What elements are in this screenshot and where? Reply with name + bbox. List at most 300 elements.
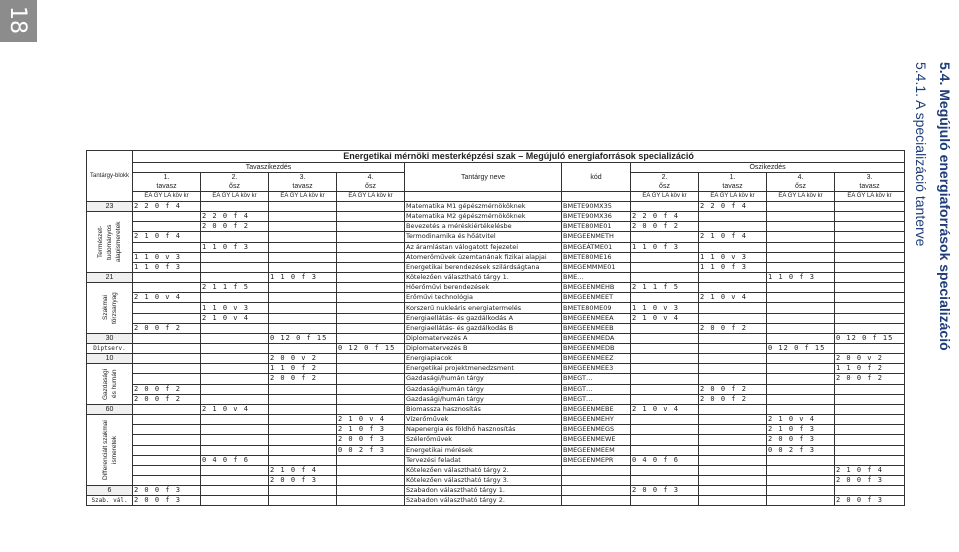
block-cell <box>87 334 133 354</box>
right-semester-4-cell <box>835 222 905 232</box>
left-semester-4-cell: 2 1 0 v 4 <box>337 415 405 425</box>
left-semester-3-cell <box>269 313 337 323</box>
subject-name-cell: Szélerőművek <box>405 435 562 445</box>
table-row <box>87 455 905 465</box>
subject-name-cell: Napenergia és földhő hasznosítás <box>405 425 562 435</box>
left-semester-4-cell <box>337 273 405 283</box>
table-title: Energetikai mérnöki mesterképzési szak – Megújuló energiaforrások specializáció <box>133 151 905 163</box>
semester-number: 3. <box>866 174 873 181</box>
semester-number: 1. <box>163 174 170 181</box>
block-name: Szakmai törzsanyag <box>101 292 118 324</box>
right-semester-3-cell <box>767 222 835 232</box>
block-cell <box>87 405 133 486</box>
subject-name-cell: Tervezési feladat <box>405 455 562 465</box>
left-semester-1-cell: 2 0 0 f 3 <box>133 496 201 506</box>
left-semester-1-cell <box>133 242 201 252</box>
table-row <box>87 354 905 364</box>
left-semester-4-cell <box>337 384 405 394</box>
left-semester-4-cell <box>337 313 405 323</box>
subject-code-cell: BMEGEENMEDB <box>562 344 631 354</box>
left-semester-3-cell <box>269 445 337 455</box>
subject-name-cell: Korszerű nukleáris energiatermelés <box>405 303 562 313</box>
left-semester-2-cell <box>201 435 269 445</box>
left-semester-1-cell <box>133 212 201 222</box>
right-semester-1-cell <box>631 202 699 212</box>
left-semester-1-cell: 2 0 0 f 2 <box>133 323 201 333</box>
left-semester-3-cell <box>269 232 337 242</box>
left-semester-1-cell <box>133 344 201 354</box>
semester-number: 2. <box>661 174 668 181</box>
right-semester-2-cell <box>699 303 767 313</box>
left-semester-4-cell <box>337 323 405 333</box>
right-semester-1-cell <box>631 475 699 485</box>
subject-subheader-blank <box>405 192 562 202</box>
semester-season: tavasz <box>722 183 743 190</box>
left-semester-1-header <box>133 173 201 192</box>
right-semester-3-cell <box>767 354 835 364</box>
right-semester-4-cell: 2 0 0 f 3 <box>835 475 905 485</box>
right-semester-1-cell: 2 0 0 f 3 <box>631 486 699 496</box>
table-row <box>87 262 905 272</box>
right-semester-2-cell <box>699 212 767 222</box>
right-semester-4-cell <box>835 232 905 242</box>
subject-code-cell: BMEGEÁTME01 <box>562 242 631 252</box>
table-body <box>87 202 905 506</box>
left-semester-3-cell <box>269 496 337 506</box>
right-semester-1-cell <box>631 374 699 384</box>
subject-code-cell: BMEGEENMEEA <box>562 313 631 323</box>
left-semester-3-cell <box>269 283 337 293</box>
right-semester-1-cell <box>631 394 699 404</box>
left-semester-1-cell <box>133 435 201 445</box>
code-subheader-blank <box>562 192 631 202</box>
left-semester-3-cell: 0 12 0 f 15 <box>269 334 337 344</box>
subject-code-cell: BMEGT… <box>562 374 631 384</box>
subject-name-cell: Atomerőművek üzemtanának fizikai alapjai <box>405 252 562 262</box>
table-row <box>87 486 905 496</box>
table-row <box>87 232 905 242</box>
subject-code-cell: BMETE80ME16 <box>562 252 631 262</box>
table-row <box>87 445 905 455</box>
left-semester-4-cell <box>337 252 405 262</box>
right-semester-4-cell <box>835 435 905 445</box>
subject-code-cell <box>562 465 631 475</box>
left-semester-1-cell <box>133 354 201 364</box>
left-semester-2-cell <box>201 374 269 384</box>
semester-season: ősz <box>795 183 806 190</box>
right-semester-1-cell <box>631 425 699 435</box>
left-semester-1-cell <box>133 222 201 232</box>
table-row <box>87 364 905 374</box>
left-semester-2-cell <box>201 232 269 242</box>
left-semester-4-cell: 2 0 0 f 3 <box>337 435 405 445</box>
table-row <box>87 405 905 415</box>
block-name: Természet-tudományos alapismeretek <box>97 221 122 263</box>
left-semester-4-cell <box>337 212 405 222</box>
right-semester-3-cell <box>767 303 835 313</box>
left-semester-3-cell <box>269 486 337 496</box>
subject-name-cell: Gazdasági/humán tárgy <box>405 384 562 394</box>
semester-season: ősz <box>365 183 376 190</box>
right-semester-2-cell <box>699 435 767 445</box>
left-semester-3-cell <box>269 212 337 222</box>
page-number: 18 <box>5 6 30 34</box>
right-semester-2-cell <box>699 475 767 485</box>
left-semester-1-cell <box>133 313 201 323</box>
table-row <box>87 303 905 313</box>
right-semester-2-cell <box>699 374 767 384</box>
left-semester-4-cell <box>337 283 405 293</box>
left-semester-1-cell: 2 1 0 f 4 <box>133 232 201 242</box>
section-heading: 5.4. Megújuló energiaforrások specializáció <box>937 62 953 351</box>
block-name: Szab. vál. <box>91 497 128 504</box>
right-semester-1-cell: 2 0 0 f 2 <box>631 222 699 232</box>
right-semester-2-cell: 2 0 0 f 2 <box>699 384 767 394</box>
semester-season: tavasz <box>859 183 880 190</box>
semester-number: 4. <box>367 174 374 181</box>
right-semester-1-cell <box>631 496 699 506</box>
right-semester-1-cell: 1 1 0 f 3 <box>631 242 699 252</box>
table-row <box>87 212 905 222</box>
right-semester-4-cell <box>835 455 905 465</box>
left-semester-3-cell <box>269 262 337 272</box>
subject-code-cell: BMEGEENMEEM <box>562 445 631 455</box>
left-semester-4-cell <box>337 242 405 252</box>
right-semester-2-cell: 2 0 0 f 2 <box>699 323 767 333</box>
subject-name-cell: Az áramlástan válogatott fejezetei <box>405 242 562 252</box>
right-semester-3-cell <box>767 232 835 242</box>
left-semester-1-cell <box>133 273 201 283</box>
left-semester-3-cell: 2 0 0 f 2 <box>269 374 337 384</box>
right-semester-4-cell <box>835 202 905 212</box>
left-semester-4-cell <box>337 222 405 232</box>
table-row <box>87 425 905 435</box>
right-semester-2-cell <box>699 313 767 323</box>
left-semester-3-cell <box>269 455 337 465</box>
right-subcolumns-3: EA GY LA köv kr <box>767 192 835 202</box>
right-semester-1-cell <box>631 435 699 445</box>
left-semester-2-cell <box>201 415 269 425</box>
left-semester-2-cell <box>201 364 269 374</box>
right-semester-3-cell <box>767 364 835 374</box>
right-semester-2-cell <box>699 242 767 252</box>
right-semester-2-cell <box>699 222 767 232</box>
subject-name-cell: Vízerőművek <box>405 415 562 425</box>
left-semester-2-cell <box>201 262 269 272</box>
right-semester-3-cell: 0 12 0 f 15 <box>767 344 835 354</box>
table-row <box>87 273 905 283</box>
right-semester-1-cell <box>631 384 699 394</box>
left-semester-2-cell: 2 1 1 f 5 <box>201 283 269 293</box>
right-semester-3-cell: 0 0 2 f 3 <box>767 445 835 455</box>
left-semester-2-cell <box>201 293 269 303</box>
block-name: Diptserv. <box>93 345 126 352</box>
subject-name-cell: Energiaellátás- és gazdálkodás B <box>405 323 562 333</box>
left-semester-2-cell <box>201 334 269 344</box>
block-credits: 60 <box>87 405 132 415</box>
right-semester-2-cell: 2 0 0 f 2 <box>699 394 767 404</box>
right-semester-4-header <box>835 173 905 192</box>
right-semester-4-cell <box>835 303 905 313</box>
left-semester-4-cell <box>337 496 405 506</box>
subject-name-cell: Gazdasági/humán tárgy <box>405 394 562 404</box>
subject-name-cell: Energetikai berendezések szilárdságtana <box>405 262 562 272</box>
subject-name-cell: Gazdasági/humán tárgy <box>405 374 562 384</box>
left-semester-4-cell <box>337 394 405 404</box>
left-semester-3-cell <box>269 303 337 313</box>
block-credits: 6 <box>87 486 132 496</box>
right-semester-3-cell <box>767 323 835 333</box>
subject-code-cell: BME… <box>562 273 631 283</box>
right-semester-3-cell <box>767 202 835 212</box>
left-semester-1-cell <box>133 465 201 475</box>
right-semester-4-cell <box>835 384 905 394</box>
table-row <box>87 465 905 475</box>
left-semester-2-cell <box>201 496 269 506</box>
left-semester-1-cell: 2 0 0 f 2 <box>133 384 201 394</box>
semester-number: 3. <box>299 174 306 181</box>
block-name: Differenciált szakmai ismeretek <box>101 420 118 480</box>
right-semester-2-cell <box>699 496 767 506</box>
subsection-heading: 5.4.1. A specializáció tanterve <box>913 62 929 247</box>
semester-number: 1. <box>729 174 736 181</box>
left-semester-3-cell <box>269 344 337 354</box>
subject-code-cell: BMEGEENMEE3 <box>562 364 631 374</box>
right-semester-3-header <box>767 173 835 192</box>
right-semester-4-cell: 2 0 0 f 2 <box>835 374 905 384</box>
subject-code-cell: BMETE80ME09 <box>562 303 631 313</box>
right-semester-4-cell <box>835 405 905 415</box>
right-semester-1-cell <box>631 465 699 475</box>
right-semester-2-cell <box>699 486 767 496</box>
right-semester-3-cell <box>767 475 835 485</box>
left-semester-1-cell: 2 2 0 f 4 <box>133 202 201 212</box>
table-row <box>87 202 905 212</box>
left-semester-3-cell: 2 0 0 f 3 <box>269 475 337 485</box>
subject-code-cell: BMETE90MX35 <box>562 202 631 212</box>
right-semester-4-cell <box>835 415 905 425</box>
left-semester-2-cell: 1 1 0 f 3 <box>201 242 269 252</box>
subject-name-cell: Matematika M1 gépészmérnököknek <box>405 202 562 212</box>
right-semester-4-cell: 0 12 0 f 15 <box>835 334 905 344</box>
left-semester-1-cell <box>133 334 201 344</box>
right-semester-4-cell <box>835 212 905 222</box>
right-semester-4-cell: 2 0 0 v 2 <box>835 354 905 364</box>
left-semester-2-cell <box>201 445 269 455</box>
subject-name-cell: Hőerőművi berendezések <box>405 283 562 293</box>
left-semester-2-cell: 2 1 0 v 4 <box>201 313 269 323</box>
subject-name-cell: Biomassza hasznosítás <box>405 405 562 415</box>
right-semester-2-header <box>699 173 767 192</box>
left-semester-2-cell <box>201 202 269 212</box>
code-header: kód <box>562 163 631 192</box>
left-semester-2-cell <box>201 344 269 354</box>
left-semester-3-cell: 2 0 0 v 2 <box>269 354 337 364</box>
left-semester-4-cell <box>337 334 405 344</box>
left-semester-1-cell <box>133 283 201 293</box>
semester-number: 4. <box>797 174 804 181</box>
left-semester-2-cell <box>201 273 269 283</box>
right-semester-1-cell <box>631 334 699 344</box>
table-row <box>87 475 905 485</box>
left-semester-4-cell: 0 12 0 f 15 <box>337 344 405 354</box>
left-semester-1-cell: 1 1 0 v 3 <box>133 252 201 262</box>
right-semester-3-cell: 2 1 0 f 3 <box>767 425 835 435</box>
right-semester-3-cell: 1 1 0 f 3 <box>767 273 835 283</box>
right-semester-1-cell <box>631 344 699 354</box>
right-semester-3-cell <box>767 252 835 262</box>
table-row <box>87 334 905 344</box>
right-semester-4-cell <box>835 486 905 496</box>
subject-name-cell: Energetikai projektmenedzsment <box>405 364 562 374</box>
left-semester-3-header <box>269 173 337 192</box>
subject-name-cell: Szabadon választható tárgy 1. <box>405 486 562 496</box>
left-semester-4-header <box>337 173 405 192</box>
left-semester-4-cell: 0 0 2 f 3 <box>337 445 405 455</box>
subject-code-cell: BMEGEENMEBE <box>562 405 631 415</box>
right-semester-3-cell <box>767 334 835 344</box>
left-semester-1-cell <box>133 445 201 455</box>
right-semester-4-cell <box>835 323 905 333</box>
right-semester-2-cell <box>699 415 767 425</box>
subject-name-cell: Diplomatervezés B <box>405 344 562 354</box>
table-row <box>87 435 905 445</box>
right-semester-3-cell <box>767 455 835 465</box>
subject-name-cell: Kötelezően választható tárgy 3. <box>405 475 562 485</box>
left-semester-3-cell <box>269 394 337 404</box>
right-semester-1-cell <box>631 354 699 364</box>
right-semester-3-cell <box>767 212 835 222</box>
left-semester-3-cell <box>269 252 337 262</box>
subject-name-header: Tantárgy neve <box>405 163 562 192</box>
subject-code-cell: BMEGEENMEDA <box>562 334 631 344</box>
right-semester-3-cell <box>767 374 835 384</box>
subject-code-cell: BMEGEENMEHY <box>562 415 631 425</box>
right-semester-4-cell <box>835 313 905 323</box>
right-semester-3-cell <box>767 405 835 415</box>
right-semester-2-cell: 2 2 0 f 4 <box>699 202 767 212</box>
right-semester-4-cell: 1 1 0 f 2 <box>835 364 905 374</box>
subject-code-cell: BMEGEENMEEB <box>562 323 631 333</box>
left-semester-2-header <box>201 173 269 192</box>
table-row <box>87 415 905 425</box>
left-subcolumns-2: EA GY LA köv kr <box>201 192 269 202</box>
subject-name-cell: Energiapiacok <box>405 354 562 364</box>
right-semester-1-cell <box>631 273 699 283</box>
left-semester-4-cell <box>337 465 405 475</box>
left-semester-1-cell <box>133 364 201 374</box>
table-row <box>87 293 905 303</box>
left-subcolumns-3: EA GY LA köv kr <box>269 192 337 202</box>
right-semester-1-cell <box>631 262 699 272</box>
left-semester-2-cell <box>201 475 269 485</box>
right-semester-2-cell <box>699 354 767 364</box>
right-semester-3-cell <box>767 262 835 272</box>
left-semester-4-cell: 2 1 0 f 3 <box>337 425 405 435</box>
right-semester-1-cell <box>631 415 699 425</box>
left-semester-2-cell <box>201 384 269 394</box>
right-semester-2-cell <box>699 465 767 475</box>
left-semester-3-cell <box>269 222 337 232</box>
left-semester-3-cell <box>269 293 337 303</box>
left-semester-3-cell <box>269 415 337 425</box>
left-semester-1-cell <box>133 374 201 384</box>
left-semester-3-cell: 2 1 0 f 4 <box>269 465 337 475</box>
right-semester-1-cell <box>631 293 699 303</box>
right-semester-4-cell <box>835 445 905 455</box>
right-semester-4-cell <box>835 283 905 293</box>
block-column-header: Tantárgy-blokk <box>87 151 133 202</box>
right-semester-3-cell <box>767 283 835 293</box>
right-semester-4-cell <box>835 262 905 272</box>
left-semester-4-cell <box>337 354 405 364</box>
subject-code-cell: BMETE80ME01 <box>562 222 631 232</box>
block-credits: 21 <box>87 273 132 283</box>
left-subcolumns-4: EA GY LA köv kr <box>337 192 405 202</box>
left-semester-4-cell <box>337 475 405 485</box>
subject-name-cell: Erőművi technológia <box>405 293 562 303</box>
right-semester-2-cell <box>699 364 767 374</box>
left-semester-1-cell: 2 1 0 v 4 <box>133 293 201 303</box>
left-semester-2-cell: 2 1 0 v 4 <box>201 405 269 415</box>
right-semester-3-cell <box>767 394 835 404</box>
table-row <box>87 394 905 404</box>
curriculum-table-wrap <box>86 150 904 506</box>
table-row <box>87 313 905 323</box>
subject-code-cell: BMEGEENMEET <box>562 293 631 303</box>
subject-code-cell <box>562 475 631 485</box>
right-semester-2-cell: 2 1 0 f 4 <box>699 232 767 242</box>
right-semester-1-cell <box>631 445 699 455</box>
block-cell <box>87 486 133 506</box>
table-row <box>87 222 905 232</box>
block-credits: 10 <box>87 354 132 364</box>
right-semester-3-cell <box>767 242 835 252</box>
left-semester-4-cell <box>337 232 405 242</box>
subject-code-cell: BMEGEENMEHB <box>562 283 631 293</box>
right-semester-1-header <box>631 173 699 192</box>
left-semester-4-cell <box>337 293 405 303</box>
left-semester-3-cell <box>269 435 337 445</box>
subject-name-cell: Bevezetés a méréskiértékelésbe <box>405 222 562 232</box>
left-semester-1-cell <box>133 455 201 465</box>
right-semester-1-cell <box>631 323 699 333</box>
right-semester-1-cell: 2 1 0 v 4 <box>631 405 699 415</box>
left-semester-1-cell: 2 0 0 f 2 <box>133 394 201 404</box>
left-semester-2-cell <box>201 354 269 364</box>
page-number-tab <box>0 0 37 42</box>
left-semester-2-cell: 0 4 0 f 6 <box>201 455 269 465</box>
left-semester-4-cell <box>337 455 405 465</box>
block-name: Gazdasági és humán <box>101 368 118 400</box>
right-semester-2-cell: 1 1 0 v 3 <box>699 252 767 262</box>
subject-name-cell: Energiaellátás- és gazdálkodás A <box>405 313 562 323</box>
semester-season: tavasz <box>156 183 177 190</box>
left-semester-1-cell <box>133 475 201 485</box>
left-semester-3-cell: 1 1 0 f 3 <box>269 273 337 283</box>
right-semester-4-cell <box>835 293 905 303</box>
block-cell <box>87 202 133 273</box>
left-semester-3-cell <box>269 323 337 333</box>
subject-code-cell <box>562 486 631 496</box>
left-semester-2-cell: 2 2 0 f 4 <box>201 212 269 222</box>
right-semester-2-cell <box>699 445 767 455</box>
semester-season: tavasz <box>292 183 313 190</box>
table-row <box>87 242 905 252</box>
right-semester-3-cell <box>767 313 835 323</box>
left-semester-2-cell: 1 1 0 v 3 <box>201 303 269 313</box>
right-semester-4-cell: 2 0 0 f 3 <box>835 496 905 506</box>
